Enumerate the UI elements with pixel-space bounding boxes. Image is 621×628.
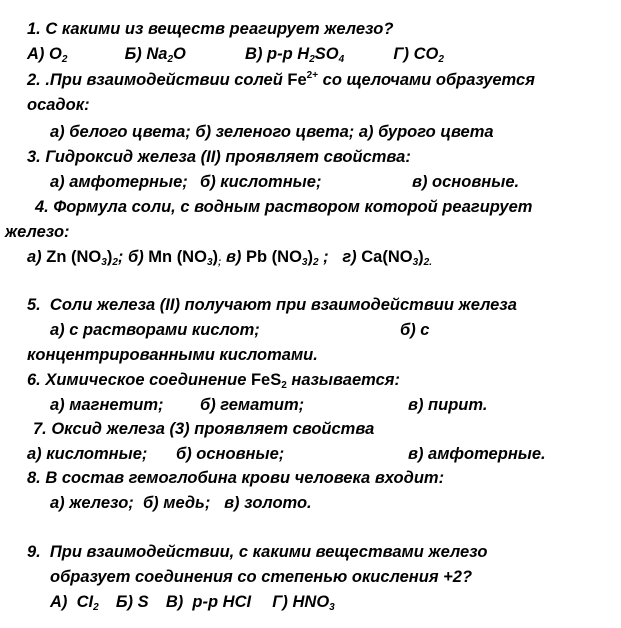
option-7c: в) амфотерные. <box>408 445 546 463</box>
pyrite-formula: FeS$_2$ <box>250 371 287 391</box>
option-1c: В) р-р $H_2SO_4$ <box>245 45 345 65</box>
iron-ion: $Fe^{2+}$ <box>287 70 319 89</box>
option-4b: б) Mn $(NO_3)_;$ <box>127 248 222 268</box>
question-1 <box>27 17 393 42</box>
option-1a: А) $O_2$ <box>27 45 68 65</box>
question-2-options: а) белого цвета; б) зеленого цвета; а) бурого цвета <box>50 123 494 141</box>
option-4a: а) Zn $(NO_3)_2$; <box>27 248 128 268</box>
option-6a: а) магнетит; <box>50 396 164 414</box>
question-9-line2: образует соединения со степенью окисления +2? <box>50 568 473 586</box>
option-3a: а) амфотерные; <box>50 173 188 191</box>
option-9b: Б) S <box>115 593 149 611</box>
question-4-options <box>27 245 432 270</box>
question-5: 5. Соли железа (II) получают при взаимодействии железа <box>27 296 517 314</box>
option-9a: А) $CI_2$ <box>50 593 99 613</box>
option-1b: Б) $Na_2O$ <box>124 45 186 65</box>
option-5a: а) с растворами кислот; <box>50 321 260 339</box>
option-3c: в) основные. <box>412 173 520 191</box>
question-8: 8. В состав гемоглобина крови человека входит: <box>27 469 445 487</box>
option-9d: Г) $HNO_3$ <box>272 593 335 613</box>
option-6b: б) гематит; <box>200 396 305 414</box>
option-4d: г) $Ca(NO_3)_{2.}$ <box>342 248 433 268</box>
option-3b: б) кислотные; <box>200 173 322 191</box>
option-7b: б) основные; <box>176 445 285 463</box>
question-2: 2. .При взаимодействии солей $Fe^{2+}$ со щелочами образуется <box>27 70 535 89</box>
question-9: 9. При взаимодействии, с какими веществами железо <box>27 543 488 561</box>
option-5b-continued: концентрированными кислотами. <box>27 346 318 364</box>
option-7a: а) кислотные; <box>27 445 148 463</box>
option-5b: б) с <box>400 321 430 339</box>
question-4-line2: железо: <box>5 223 70 241</box>
question-3: 3. Гидроксид железа (II) проявляет свойства: <box>27 148 411 166</box>
question-7: 7. Оксид железа (3) проявляет свойства <box>33 420 375 438</box>
option-9c: В) р-р HCI <box>165 593 252 611</box>
question-8-options: а) железо; б) медь; в) золото. <box>50 494 312 512</box>
option-1d: Г) $CO_2$ <box>393 45 444 65</box>
option-4c: в) Pb $(NO_3)_2$ ; <box>225 248 343 268</box>
question-1-options <box>27 42 444 67</box>
question-6: 6. Химическое соединение FeS$_2$ называется: <box>27 371 400 391</box>
question-9-options <box>50 590 335 615</box>
question-1-text: 1. С какими из веществ реагирует железо? <box>27 20 394 38</box>
option-6c: в) пирит. <box>408 396 488 414</box>
question-2-line2: осадок: <box>27 96 90 114</box>
question-4: 4. Формула соли, с водным раствором которой реагирует <box>35 198 533 216</box>
